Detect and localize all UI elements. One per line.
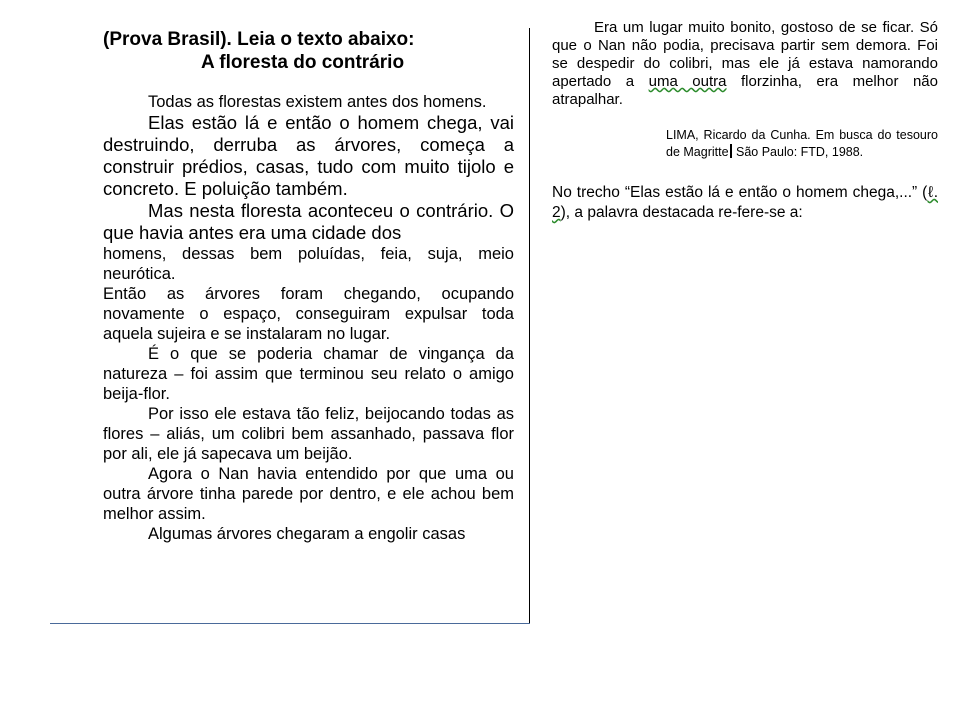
bottom-rule [50, 623, 530, 624]
paragraph-6: Por isso ele estava tão feliz, beijocando todas as flores – aliás, um colibri bem assanhado, passava flor por ali, ele já sapecava um beijão. [103, 405, 514, 463]
paragraph-5: É o que se poderia chamar de vingança da natureza – foi assim que terminou seu relato o amigo beija-flor. [103, 345, 514, 403]
citation-text-end: São Paulo: FTD, 1988. [732, 145, 864, 159]
text-cursor [730, 144, 732, 158]
paragraph-8: Algumas árvores chegaram a engolir casas [148, 525, 466, 543]
continuation-paragraph [552, 19, 938, 109]
paragraph-4: Então as árvores foram chegando, ocupando novamente o espaço, conseguiram expulsar toda aquela sujeira e se instalaram no lugar. [103, 285, 514, 343]
citation-text: LIMA, Ricardo da Cunha. Em busca do tesouro de Magritte [666, 128, 938, 159]
story-title: A floresta do contrário [201, 52, 405, 73]
paragraph-3-cont: homens, dessas bem poluídas, feia, suja, meio neurótica. [103, 245, 514, 283]
paragraph-2: Elas estão lá e então o homem chega, vai destruindo, derruba as árvores, começa a construir prédios, casas, tudo com muito tijolo e concreto. E poluição também. [103, 112, 514, 199]
paragraph-7: Agora o Nan havia entendido por que uma ou outra árvore tinha parede por dentro, e ele achou bem melhor assim. [103, 465, 514, 523]
citation [666, 127, 938, 161]
question-text-end: ), a palavra destacada re-fere-se a: [560, 204, 803, 221]
question-heading: (Prova Brasil). Leia o texto abaixo: [103, 29, 415, 50]
left-column [103, 28, 514, 544]
question-prompt [552, 183, 938, 223]
paragraph-3: Mas nesta floresta aconteceu o contrário. O que havia antes era uma cidade dos [103, 200, 514, 243]
continuation-text: Era um lugar muito bonito, gostoso de se ficar. Só que o Nan não podia, precisava partir sem demora. Foi se despedir do colibri, mas ele já estava namorando apertado a [552, 19, 938, 90]
right-column [552, 19, 938, 223]
spellcheck-underlined-text: uma outra [648, 73, 727, 90]
question-text: No trecho “Elas estão lá e então o homem chega,...” ( [552, 184, 928, 201]
paragraph-1: Todas as florestas existem antes dos homens. [148, 93, 487, 111]
line-reference: ℓ. 2 [552, 184, 938, 221]
column-divider [529, 28, 530, 624]
continuation-text-end: florzinha, era melhor não atrapalhar. [552, 73, 938, 108]
